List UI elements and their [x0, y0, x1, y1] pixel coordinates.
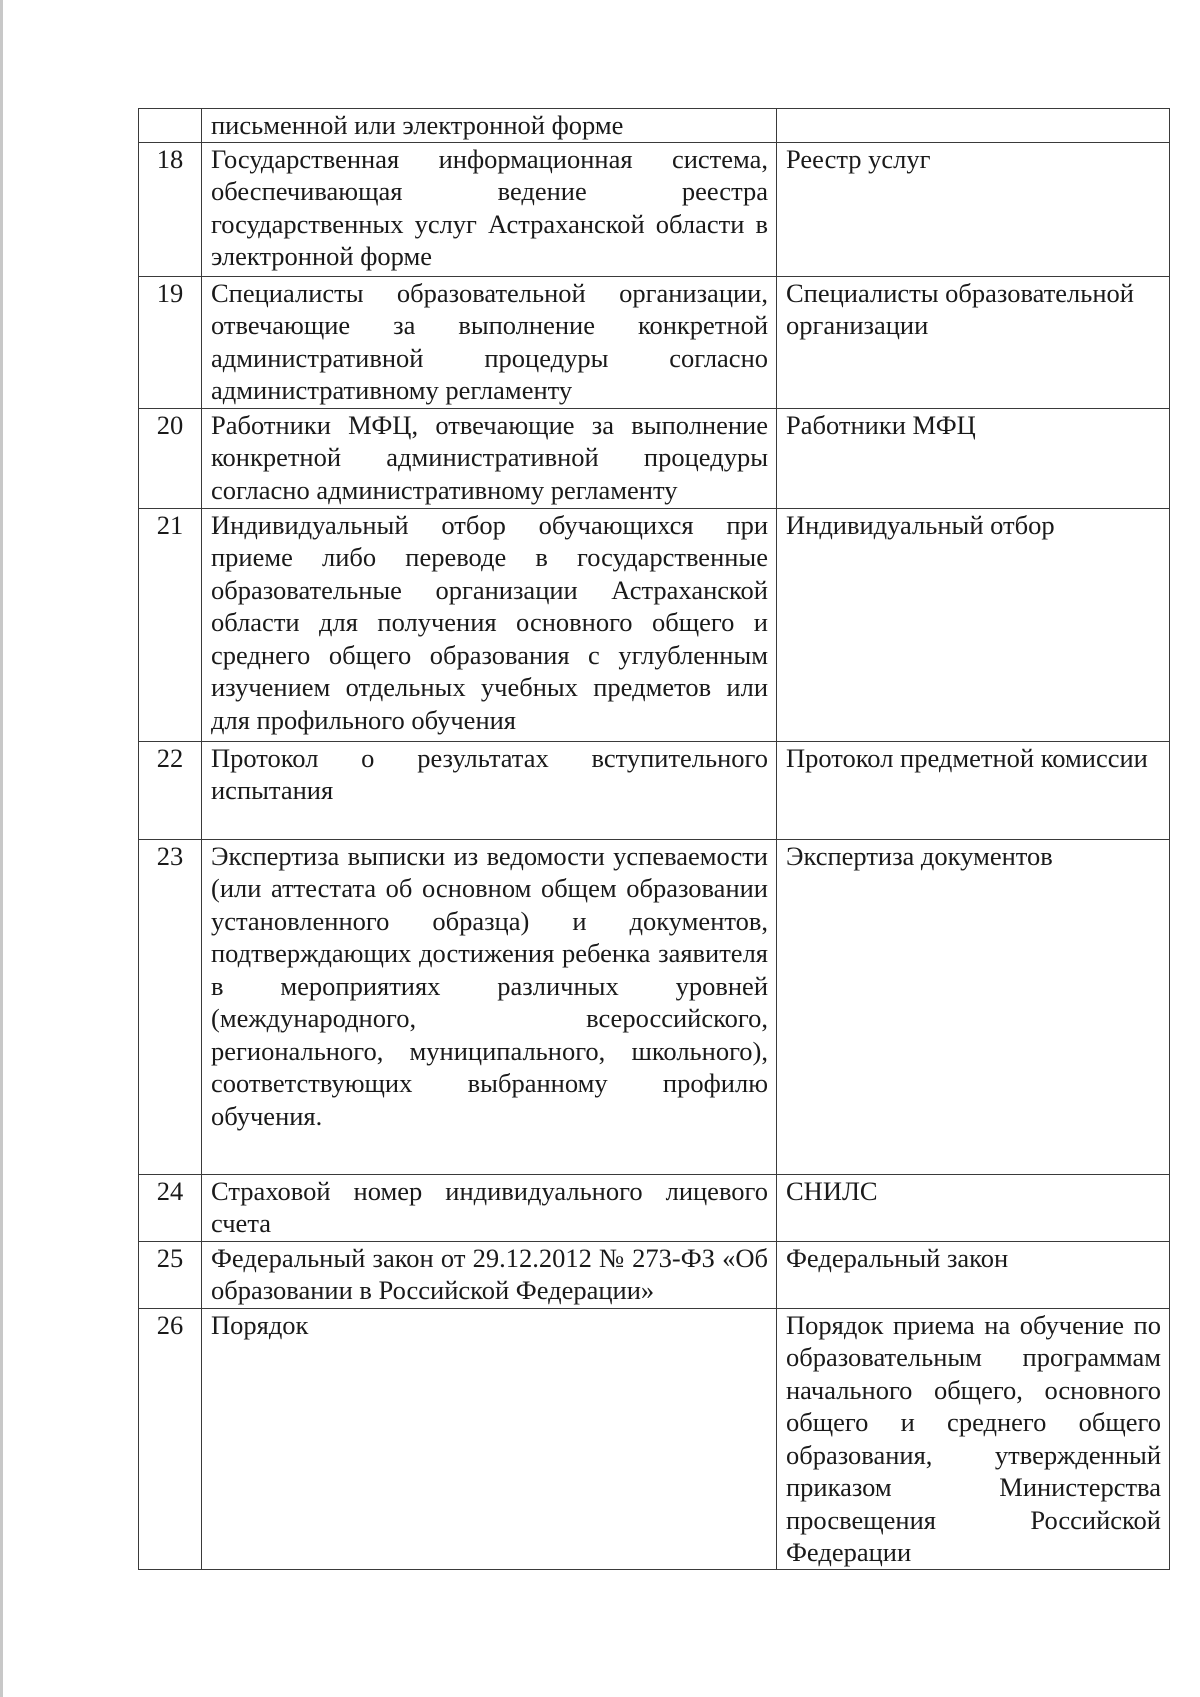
- term-cell: Страховой номер индивидуального лицевого счета: [202, 1174, 777, 1241]
- abbreviation-cell: Порядок приема на обучение по образовательным программам начального общего, основного общего и среднего общего образования, утвержденный приказом Министерства просвещения Российской Федерации: [777, 1308, 1170, 1569]
- table-row: [139, 142, 1170, 276]
- scan-edge: [0, 0, 3, 1697]
- term-cell: Индивидуальный отбор обучающихся при приеме либо переводе в государственные образовательные организации Астраханской области для получения основного общего и среднего общего образования с углубленным изучением отдельных учебных предметов или для профильного обучения: [202, 508, 777, 741]
- abbreviation-cell: Протокол предметной комиссии: [777, 741, 1170, 839]
- table-row: [139, 741, 1170, 839]
- table-row: [139, 1241, 1170, 1308]
- row-number: 22: [139, 741, 202, 839]
- term-cell: Работники МФЦ, отвечающие за выполнение конкретной административной процедуры согласно административному регламенту: [202, 408, 777, 508]
- row-number: [139, 109, 202, 143]
- table-row: [139, 839, 1170, 1174]
- abbreviation-cell: СНИЛС: [777, 1174, 1170, 1241]
- abbreviation-cell: Специалисты образовательной организации: [777, 276, 1170, 408]
- terms-table: [138, 108, 1170, 1570]
- abbreviation-cell: Экспертиза документов: [777, 839, 1170, 1174]
- term-cell: Экспертиза выписки из ведомости успеваемости (или аттестата об основном общем образовании установленного образца) и документов, подтверждающих достижения ребенка заявителя в мероприятиях различных уровней (международного, всероссийского, регионального, муниципального, школьного), соответствующих выбранному профилю обучения.: [202, 839, 777, 1174]
- term-cell: Федеральный закон от 29.12.2012 № 273-ФЗ «Об образовании в Российской Федерации»: [202, 1241, 777, 1308]
- abbreviation-cell: Реестр услуг: [777, 142, 1170, 276]
- row-number: 26: [139, 1308, 202, 1569]
- table-row: [139, 408, 1170, 508]
- abbreviation-cell: Индивидуальный отбор: [777, 508, 1170, 741]
- abbreviation-cell: [777, 109, 1170, 143]
- table-row: [139, 1174, 1170, 1241]
- row-number: 25: [139, 1241, 202, 1308]
- abbreviation-cell: Федеральный закон: [777, 1241, 1170, 1308]
- term-cell: Государственная информационная система, обеспечивающая ведение реестра государственных услуг Астраханской области в электронной форме: [202, 142, 777, 276]
- term-cell: Порядок: [202, 1308, 777, 1569]
- table-row: [139, 1308, 1170, 1569]
- row-number: 18: [139, 142, 202, 276]
- term-cell: письменной или электронной форме: [202, 109, 777, 143]
- table-row: [139, 508, 1170, 741]
- row-number: 24: [139, 1174, 202, 1241]
- abbreviation-cell: Работники МФЦ: [777, 408, 1170, 508]
- row-number: 21: [139, 508, 202, 741]
- row-number: 19: [139, 276, 202, 408]
- term-cell: Специалисты образовательной организации, отвечающие за выполнение конкретной административной процедуры согласно административному регламенту: [202, 276, 777, 408]
- table-row: [139, 109, 1170, 143]
- term-cell: Протокол о результатах вступительного испытания: [202, 741, 777, 839]
- table-row: [139, 276, 1170, 408]
- row-number: 20: [139, 408, 202, 508]
- row-number: 23: [139, 839, 202, 1174]
